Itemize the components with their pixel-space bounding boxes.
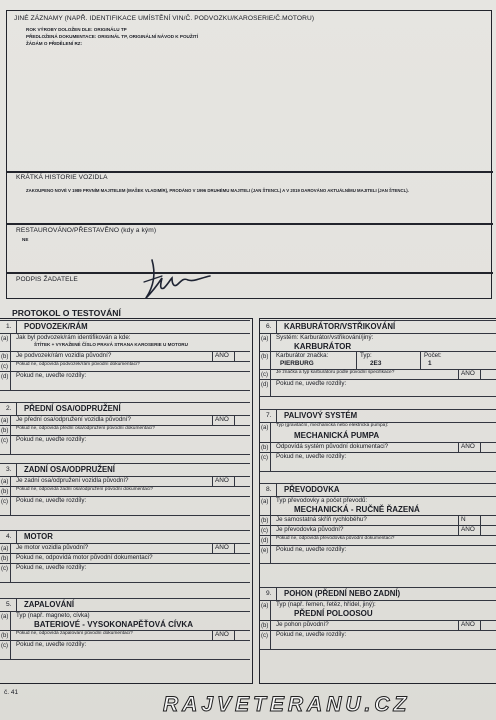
yes-answer: ANO [461,526,475,533]
row-letter-divider [270,369,271,379]
signature-label: PODPIS ŽADATELE [16,276,78,283]
section-bottom-rule [0,659,250,660]
section-bottom-rule [0,515,250,516]
row-letter-divider [270,600,271,620]
answer-box-divider [458,620,459,630]
row-question: Pokud ne, odpovídá zapalování původní dokumentaci? [16,631,133,636]
row-letter-divider [10,630,11,640]
answer-box-divider [458,525,459,535]
row-letter: (b) [1,633,9,639]
row-question: Pokud ne, uveďte rozdíly: [16,564,87,571]
row-answer: BATERIOVÉ - VYSOKONAPĚŤOVÁ CÍVKA [34,620,193,629]
row-letter: (c) [1,438,8,444]
answer-box-divider [212,630,213,640]
row-letter-divider [270,452,271,471]
row-letter: (c) [1,566,8,572]
answer-box-divider [234,630,235,640]
row-letter: (a) [1,336,9,342]
row-letter-divider [270,535,271,545]
row-letter-divider [10,563,11,582]
section-title: PŘEDNÍ OSA/ODPRUŽENÍ [24,404,121,413]
row-question: Pokud ne, uveďte rozdíly: [276,380,347,387]
section-number-divider [16,598,17,611]
row-question: Pokud ne, odpovídá převodovka původní dokumentaci? [276,536,395,541]
row-question: Typ (např. řemen, řetěz, hřídel, jiný): [276,601,376,608]
row-letter-divider [10,435,11,454]
row-letter: (b) [261,518,269,524]
answer-box-divider [212,543,213,553]
row-question: Typ převodovky a počet převodů: [276,497,368,504]
row-letter: (c) [1,499,8,505]
row-answer: MECHANICKÁ - RUČNĚ ŘAZENÁ [294,505,420,514]
row-letter-divider [10,611,11,630]
carb-count-label: Počet: [424,352,442,359]
row-question: Pokud ne, uveďte rozdíly: [16,641,87,648]
row-question: Je pohon původní? [276,621,329,628]
section-bottom-rule [260,471,496,472]
answer-box-divider [234,415,235,425]
row-question: Pokud ne, uveďte rozdíly: [276,453,347,460]
row-question: Pokud ne, uveďte rozdíly: [276,546,347,553]
answer-box-divider [234,351,235,361]
row-question: Pokud ne, odpovídá podvozek/rám původní dokumentaci? [16,362,140,367]
documentation-line: PŘEDLOŽENÁ DOKUMENTACE: ORIGINÁL TP, ORIGINÁLNÍ NÁVOD K POUŽITÍ [26,34,199,39]
section-bottom-rule [260,396,496,397]
row-letter: (b) [1,489,9,495]
row-question: Pokud ne, uveďte rozdíly: [276,631,347,638]
section-number: 3. [6,466,12,473]
row-letter: (b) [261,354,269,360]
carb-type-divider [356,351,357,369]
row-letter-divider [10,361,11,371]
section-top-rule [260,320,496,321]
row-question: Typ (např. magneto, cívka) [16,612,90,619]
row-answer: MECHANICKÁ PUMPA [294,431,380,440]
section-title: PŘEVODOVKA [284,485,340,494]
row-letter: (c) [261,372,268,378]
divider-signature [6,272,493,274]
row-question: Jak byl podvozek/rám identifikován a kde: [16,334,131,341]
divider-history [6,171,493,173]
answer-box-divider [212,415,213,425]
row-question: Karburátor značka: [276,352,329,359]
row-question: Je převodovka původní? [276,526,344,533]
section-top-rule [0,463,250,464]
answer-box-divider [480,525,481,535]
carb-count: 1 [428,360,432,367]
row-letter-divider [270,422,271,442]
row-letter-divider [10,640,11,659]
section-number-divider [16,530,17,543]
row-question: Systém: Karburátor/vstřikování/jiný: [276,334,374,341]
row-letter-divider [270,515,271,525]
section-bottom-rule [0,582,250,583]
section-number: 8. [266,486,272,493]
carb-count-divider [420,351,421,369]
section-title: MOTOR [24,532,53,541]
section-number-divider [16,320,17,333]
section-number-divider [16,463,17,476]
row-question: Odpovídá systém původní dokumentaci? [276,443,389,450]
answer-box-divider [480,442,481,452]
row-letter: (c) [261,455,268,461]
section-number: 9. [266,590,272,597]
row-letter: (b) [261,623,269,629]
section-title: ZAPALOVÁNÍ [24,600,75,609]
row-letter-divider [270,351,271,369]
row-question: Pokud ne, uveďte rozdíly: [16,436,87,443]
section-top-rule [0,402,250,403]
row-letter: (a) [1,546,9,552]
section-number: 2. [6,405,12,412]
yes-answer: ANO [215,416,229,423]
yes-answer: ANO [215,352,229,359]
protocol-title: PROTOKOL O TESTOVÁNÍ [12,308,121,318]
section-bottom-rule [0,390,250,391]
section-bottom-rule [0,454,250,455]
row-question: Je podvozek/rám vozidla původní? [16,352,112,359]
row-question: Je samostatná skříň rychloběhu? [276,516,367,523]
row-answer: PŘEDNÍ POLOOSOU [294,609,373,618]
row-letter-divider [270,442,271,452]
row-letter: (b) [1,428,9,434]
row-letter-divider [10,543,11,553]
history-label: KRÁTKÁ HISTORIE VOZIDLA [16,174,108,181]
row-letter: (a) [1,614,9,620]
yes-answer: ANO [215,477,229,484]
section-title: KARBURÁTOR/VSTŘIKOVÁNÍ [284,322,396,331]
row-letter: (a) [261,499,269,505]
row-question: Pokud ne, odpovídá motor původní dokumentaci? [16,554,153,561]
answer-box-divider [480,515,481,525]
carb-type: 2E3 [370,360,382,367]
section-number-divider [276,587,277,600]
answer-box-divider [234,543,235,553]
section-top-rule [260,409,496,410]
applicant-signature [138,254,218,302]
row-letter-divider [270,496,271,515]
section-top-rule [260,483,496,484]
carb-brand: PIERBURG [280,360,314,367]
row-letter: (b) [261,445,269,451]
row-letter-divider [10,476,11,486]
answer-box-divider [212,351,213,361]
row-letter-divider [10,415,11,425]
other-records-label: JINÉ ZÁZNAMY (NAPŘ. IDENTIFIKACE UMÍSTĚNÍ VIN/Č. PODVOZKU/KAROSERIE/Č.MOTORU) [14,15,315,22]
row-question: Je motor vozidla původní? [16,544,89,551]
row-question: Pokud ne, odpovídá přední osa/odpružení původní dokumentaci? [16,426,155,431]
row-letter: (c) [261,633,268,639]
row-question: Je přední osa/odpružení vozidla původní? [16,416,131,423]
answer-box-divider [234,476,235,486]
row-letter: (d) [261,538,269,544]
row-letter-divider [270,333,271,351]
answer-box-divider [458,369,459,379]
registration-request-line: ŽÁDÁM O PŘIDĚLENÍ RZ: [26,41,83,46]
row-letter-divider [10,486,11,496]
row-letter-divider [270,620,271,630]
row-answer: KARBURÁTOR [294,342,352,351]
section-number: 5. [6,601,12,608]
carb-type-label: Typ: [360,352,372,359]
year-documented-line: ROK VÝROBY DOLOŽEN DLE: ORIGINÁLU TP [26,27,127,32]
row-question: Je značka a typ karburátoru podle původní specifikace? [276,370,395,375]
row-letter-divider [10,333,11,351]
divider-restored [6,223,493,225]
row-letter-divider [270,630,271,649]
section-number-divider [276,320,277,333]
row-letter: (e) [261,548,269,554]
section-number-divider [276,409,277,422]
section-title: PALIVOVÝ SYSTÉM [284,411,358,420]
row-letter: (a) [261,425,269,431]
row-letter: (c) [1,643,8,649]
row-letter-divider [10,371,11,390]
row-question: Pokud ne, odpovídá zadní osa/odpružení původní dokumentaci? [16,487,154,492]
row-letter: (c) [261,528,268,534]
row-letter: (b) [1,354,9,360]
section-title: POHON (PŘEDNÍ NEBO ZADNÍ) [284,589,401,598]
row-question: Typ (gravitační, mechanická nebo elektrická pumpa): [276,423,389,428]
section-number: 7. [266,412,272,419]
row-letter: (b) [1,556,9,562]
restored-value: NE [22,237,29,242]
section-bottom-rule [260,649,496,650]
row-letter: (a) [261,336,269,342]
yes-answer: ANO [215,631,229,638]
row-letter: (a) [1,479,9,485]
row-letter: (d) [1,374,9,380]
yes-answer: ANO [461,621,475,628]
yes-answer: ANO [461,370,475,377]
row-answer: ŠTÍTEK + VYRAŽENÉ ČÍSLO PRAVÁ STRANA KAROSERIE U MOTORU [34,342,188,347]
answer-box-divider [458,442,459,452]
section-top-rule [0,320,250,321]
section-top-rule [260,587,496,588]
answer-box-divider [480,369,481,379]
row-letter-divider [10,351,11,361]
restored-label: RESTAUROVÁNO/PŘESTAVĚNO (kdy a kým) [16,227,157,234]
row-question: Pokud ne, uveďte rozdíly: [16,497,87,504]
answer-box-divider [212,476,213,486]
row-letter: (c) [1,364,8,370]
section-number-divider [16,402,17,415]
section-title: ZADNÍ OSA/ODPRUŽENÍ [24,465,115,474]
section-number: 6. [266,323,272,330]
history-text: ZAKOUPENO NOVÉ V 1989 PRVNÍM MAJITELEM (MAŠEK VLADIMÍR), PRODÁNO V 1996 DRUHÉMU MAJITELI (JAN ŠTENCL) A V 2019 DAROVÁNO AKTUÁLNÍMU MAJITELI (JAN ŠTENCL). [26,188,409,193]
row-letter: (a) [1,418,9,424]
row-letter-divider [270,525,271,535]
row-letter-divider [270,545,271,563]
row-question: Pokud ne, uveďte rozdíly: [16,372,87,379]
row-letter-divider [10,496,11,515]
section-top-rule [0,530,250,531]
row-letter-divider [10,553,11,563]
yes-answer: N [461,516,466,523]
row-question: Je zadní osa/odpružení vozidla původní? [16,477,129,484]
yes-answer: ANO [461,443,475,450]
row-letter-divider [10,425,11,435]
section-number: 4. [6,533,12,540]
row-letter: (d) [261,382,269,388]
yes-answer: ANO [215,544,229,551]
section-top-rule [0,598,250,599]
section-number-divider [276,483,277,496]
page-reference: č. 41 [4,689,19,696]
applicant-info-box [6,10,492,299]
answer-box-divider [458,515,459,525]
section-number: 1. [6,323,12,330]
section-bottom-rule [260,563,496,564]
watermark: RAJVETERANU.CZ [163,693,411,716]
row-letter: (a) [261,603,269,609]
answer-box-divider [480,620,481,630]
row-letter-divider [270,379,271,396]
section-title: PODVOZEK/RÁM [24,322,88,331]
